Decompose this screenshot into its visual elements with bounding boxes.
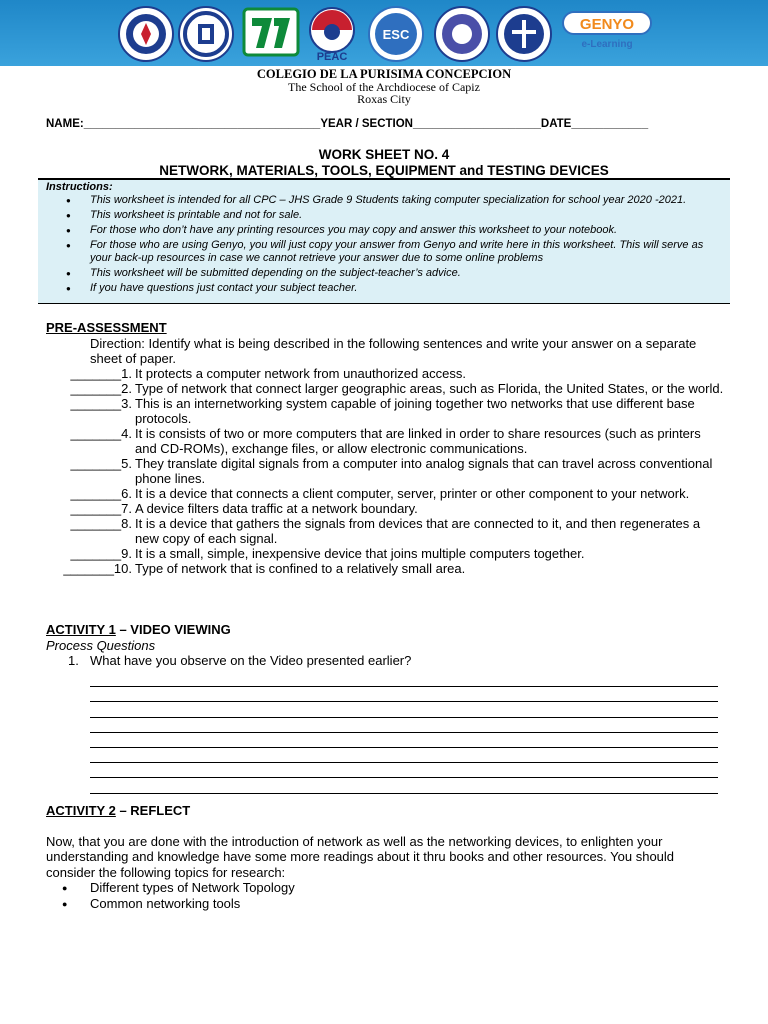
instruction-item: ● This worksheet will be submitted depending on the subject-teacher’s advice. bbox=[38, 267, 720, 280]
question-text: It protects a computer network from unauthorized access. bbox=[135, 366, 466, 381]
question-item bbox=[0, 396, 768, 426]
instructions-box bbox=[38, 178, 730, 304]
answer-blank[interactable]: _______8. bbox=[70, 516, 132, 531]
answer-line[interactable] bbox=[90, 778, 718, 793]
peac-label: PEAC bbox=[316, 51, 348, 62]
instruction-item: ● For those who don’t have any printing resources you may copy and answer this worksheet to your notebook. bbox=[38, 224, 720, 237]
school-seal-icon bbox=[178, 6, 234, 62]
answer-blank[interactable]: _______5. bbox=[70, 456, 132, 471]
question-number: 1. bbox=[68, 653, 79, 668]
activity1-label: ACTIVITY 1 bbox=[46, 622, 116, 637]
question-item bbox=[0, 456, 768, 486]
instruction-item: ● If you have questions just contact your subject teacher. bbox=[38, 282, 720, 295]
process-questions-label: Process Questions bbox=[46, 638, 156, 653]
activity2-heading bbox=[46, 803, 190, 818]
esc-logo-icon bbox=[368, 6, 424, 62]
question-text: This is an internetworking system capable of joining together two networks that use different base protocols. bbox=[135, 396, 695, 426]
esc-label: ESC bbox=[382, 27, 410, 42]
question-item bbox=[0, 426, 768, 456]
question-item bbox=[0, 516, 768, 546]
activity2-title: – REFLECT bbox=[115, 803, 191, 818]
research-topic: ● Common networking tools bbox=[60, 896, 295, 912]
instruction-item: ● This worksheet is intended for all CPC – JHS Grade 9 Students taking computer specialization for school year 2020 -2021. bbox=[38, 194, 720, 207]
research-topics-list bbox=[60, 880, 295, 912]
answer-blank[interactable]: _______2. bbox=[70, 381, 132, 396]
answer-line[interactable] bbox=[90, 672, 718, 687]
answer-blank[interactable]: _______3. bbox=[70, 396, 132, 411]
answer-line[interactable] bbox=[90, 748, 718, 763]
instructions-title: Instructions: bbox=[46, 181, 113, 193]
worksheet-number: WORK SHEET NO. 4 bbox=[318, 147, 450, 162]
worksheet-topic: NETWORK, MATERIALS, TOOLS, EQUIPMENT and TESTING DEVICES bbox=[159, 163, 609, 178]
answer-line[interactable] bbox=[90, 687, 718, 702]
worksheet-title bbox=[0, 147, 768, 179]
activity2-label: ACTIVITY 2 bbox=[46, 803, 116, 818]
instruction-item: ● For those who are using Genyo, you will just copy your answer from Genyo and write here in this worksheet. This will serve as your back-up resources in case we cannot retrieve your answer due to some online problems bbox=[38, 239, 720, 265]
answer-line[interactable] bbox=[90, 702, 718, 717]
school-header bbox=[0, 68, 768, 106]
answer-lines[interactable] bbox=[90, 672, 718, 794]
activity2-text: Now, that you are done with the introduction of network as well as the networking devices, to enlighten your understanding and knowledge have some more readings about it thru books and other resources. You should consider the following topics for research: bbox=[46, 834, 675, 880]
activity1-title: – VIDEO VIEWING bbox=[115, 622, 231, 637]
school-city: Roxas City bbox=[357, 92, 411, 106]
pre-assessment-direction: Direction: Identify what is being described in the following sentences and write your answer on a separate sheet of paper. bbox=[90, 336, 697, 366]
genyo-logo-icon bbox=[562, 10, 652, 50]
instructions-list bbox=[38, 194, 720, 297]
question-item bbox=[0, 501, 768, 516]
question-item bbox=[0, 366, 768, 381]
question-item bbox=[0, 486, 768, 501]
answer-line[interactable] bbox=[90, 763, 718, 778]
answer-blank[interactable]: _______4. bbox=[70, 426, 132, 441]
question-text: They translate digital signals from a computer into analog signals that can travel across conventional phone lines. bbox=[135, 456, 713, 486]
question-text: What have you observe on the Video presented earlier? bbox=[90, 653, 412, 668]
answer-blank[interactable]: _______7. bbox=[70, 501, 132, 516]
pre-assessment-items bbox=[0, 366, 768, 576]
genyo-sub-label: e-Learning bbox=[581, 39, 633, 50]
question-text: It is a small, simple, inexpensive device that joins multiple computers together. bbox=[135, 546, 585, 561]
university-seal-icon bbox=[434, 6, 490, 62]
genyo-label: GENYO bbox=[579, 16, 635, 33]
question-text: It is consists of two or more computers that are linked in order to share resources (such as printers and CD-ROMs), exchange files, or allow electronic communications. bbox=[135, 426, 701, 456]
question-text: It is a device that connects a client computer, server, printer or other component to your network. bbox=[135, 486, 690, 501]
question-text: Type of network that is confined to a relatively small area. bbox=[135, 561, 466, 576]
question-item bbox=[0, 546, 768, 561]
peac-logo-icon bbox=[304, 6, 360, 62]
student-info-line[interactable]: NAME:_____________________________________YEAR / SECTION____________________DATE____________ bbox=[46, 118, 649, 130]
school-tagline: The School of the Archdiocese of Capiz bbox=[288, 79, 480, 94]
research-topic: ● Different types of Network Topology bbox=[60, 880, 295, 896]
answer-blank[interactable]: _______10. bbox=[63, 561, 132, 576]
answer-line[interactable] bbox=[90, 733, 718, 748]
question-text: It is a device that gathers the signals from devices that are connected to it, and then regenerates a new copy of each signal. bbox=[135, 516, 701, 546]
question-item bbox=[0, 381, 768, 396]
pre-assessment-heading: PRE-ASSESSMENT bbox=[46, 320, 167, 335]
answer-blank[interactable]: _______6. bbox=[70, 486, 132, 501]
answer-line[interactable] bbox=[90, 718, 718, 733]
green-logo-icon bbox=[242, 6, 300, 62]
answer-blank[interactable]: _______1. bbox=[70, 366, 132, 381]
school-name: COLEGIO DE LA PURISIMA CONCEPCION bbox=[256, 67, 512, 81]
process-question bbox=[68, 653, 411, 668]
instruction-item: ● This worksheet is printable and not for sale. bbox=[38, 209, 720, 222]
question-item bbox=[0, 561, 768, 576]
question-text: A device filters data traffic at a network boundary. bbox=[135, 501, 418, 516]
deped-seal-icon bbox=[118, 6, 174, 62]
diocese-seal-icon bbox=[496, 6, 552, 62]
activity1-heading bbox=[46, 622, 231, 637]
question-text: Type of network that connect larger geographic areas, such as Florida, the United States, or the world. bbox=[135, 381, 724, 396]
answer-blank[interactable]: _______9. bbox=[70, 546, 132, 561]
